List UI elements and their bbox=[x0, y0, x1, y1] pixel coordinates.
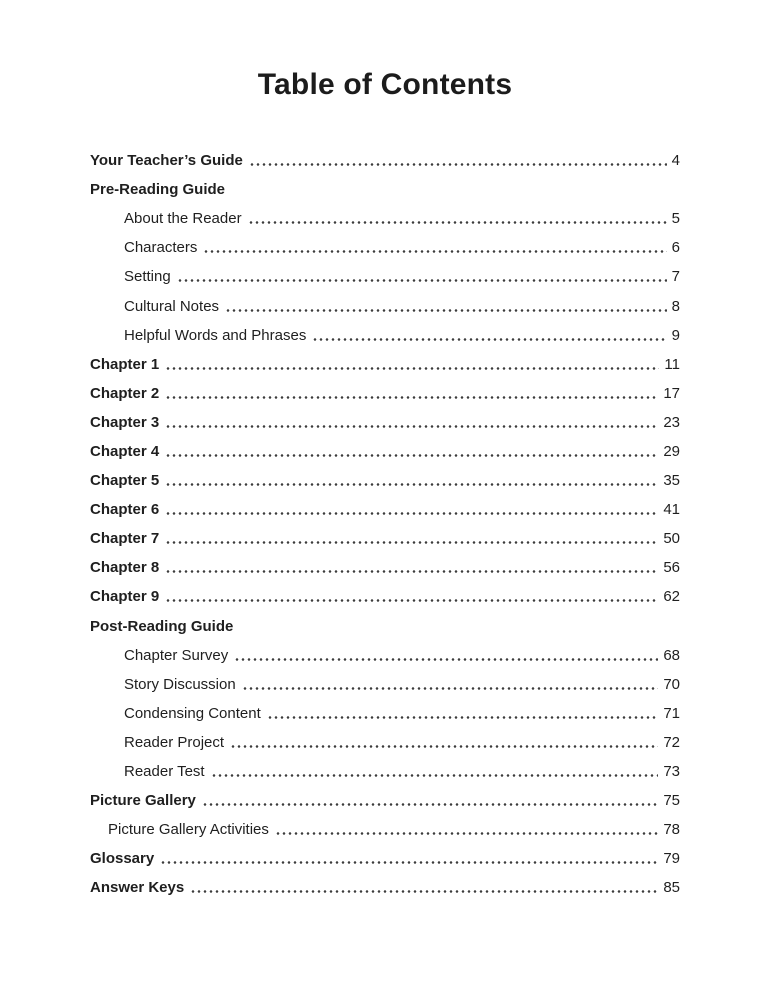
toc-entry bbox=[90, 262, 680, 291]
toc-entry-page-number: 79 bbox=[663, 850, 680, 868]
dotted-leader bbox=[165, 512, 658, 515]
toc-entry bbox=[90, 641, 680, 670]
toc-entry bbox=[90, 495, 680, 524]
toc-entry-label: Pre-Reading Guide bbox=[90, 181, 226, 199]
toc-entry-label: Chapter 3 bbox=[90, 413, 160, 431]
toc-entry bbox=[90, 437, 680, 466]
toc-entry-label: Helpful Words and Phrases bbox=[124, 326, 307, 344]
toc-entry-label: Story Discussion bbox=[124, 675, 236, 693]
toc-entry bbox=[90, 786, 680, 815]
toc-entry-label: Cultural Notes bbox=[124, 297, 220, 315]
toc-entry bbox=[90, 553, 680, 582]
toc-entry-label: Chapter 4 bbox=[90, 442, 160, 460]
page-title: Table of Contents bbox=[257, 68, 513, 101]
dotted-leader bbox=[249, 163, 667, 166]
toc-entry bbox=[90, 466, 680, 495]
toc-entry-label: Setting bbox=[124, 268, 171, 286]
toc-entry-label: Chapter 7 bbox=[90, 530, 160, 548]
toc-entry bbox=[90, 204, 680, 233]
toc-entry-page-number: 50 bbox=[663, 530, 680, 548]
toc-entry-label: Picture Gallery Activities bbox=[108, 821, 269, 839]
toc-entry-page-number: 41 bbox=[663, 501, 680, 519]
toc-entry-label: Chapter 8 bbox=[90, 559, 160, 577]
toc-entry-page-number: 8 bbox=[671, 297, 680, 315]
dotted-leader bbox=[165, 599, 658, 602]
toc-entry-label: About the Reader bbox=[124, 210, 242, 228]
toc-entry bbox=[90, 146, 680, 175]
dotted-leader bbox=[165, 396, 658, 399]
dotted-leader bbox=[165, 425, 658, 428]
toc-entry bbox=[90, 670, 680, 699]
toc-entry-label: Chapter Survey bbox=[124, 646, 229, 664]
dotted-leader bbox=[165, 367, 659, 370]
toc-entry-page-number: 78 bbox=[663, 821, 680, 839]
toc-entry-label: Picture Gallery bbox=[90, 792, 196, 810]
dotted-leader bbox=[203, 250, 666, 253]
toc-entry bbox=[90, 321, 680, 350]
toc-entry-label: Condensing Content bbox=[124, 704, 261, 722]
dotted-leader bbox=[275, 832, 658, 835]
toc-entry-page-number: 11 bbox=[664, 355, 680, 373]
dotted-leader bbox=[234, 658, 658, 661]
toc-entry-page-number: 72 bbox=[663, 733, 680, 751]
toc-entry-label: Chapter 6 bbox=[90, 501, 160, 519]
toc-entry-label: Post-Reading Guide bbox=[90, 617, 234, 635]
toc-entry-label: Reader Project bbox=[124, 733, 225, 751]
dotted-leader bbox=[312, 338, 666, 341]
toc-entry-page-number: 7 bbox=[671, 268, 680, 286]
dotted-leader bbox=[242, 687, 659, 690]
toc-entry bbox=[90, 699, 680, 728]
toc-entry-label: Chapter 9 bbox=[90, 588, 160, 606]
toc-entry bbox=[90, 728, 680, 757]
toc-entry-label: Reader Test bbox=[124, 763, 205, 781]
dotted-leader bbox=[160, 861, 658, 864]
toc-entry-label: Chapter 5 bbox=[90, 472, 160, 490]
toc-entry-page-number: 70 bbox=[663, 675, 680, 693]
dotted-leader bbox=[211, 774, 659, 777]
toc-entry-page-number: 6 bbox=[671, 239, 680, 257]
dotted-leader bbox=[165, 541, 658, 544]
toc-entry bbox=[90, 408, 680, 437]
toc-entry bbox=[90, 524, 680, 553]
toc-entry bbox=[90, 757, 680, 786]
toc-entry bbox=[90, 873, 680, 902]
toc-entry-page-number: 5 bbox=[671, 210, 680, 228]
dotted-leader bbox=[165, 483, 658, 486]
toc-entry bbox=[90, 233, 680, 262]
toc-entry bbox=[90, 291, 680, 320]
toc-entry bbox=[90, 379, 680, 408]
dotted-leader bbox=[202, 803, 658, 806]
toc-entry-page-number: 4 bbox=[671, 152, 680, 170]
toc-entry bbox=[90, 612, 680, 641]
toc-entry-label: Chapter 2 bbox=[90, 384, 160, 402]
toc-entry-page-number: 17 bbox=[663, 384, 680, 402]
dotted-leader bbox=[190, 890, 658, 893]
toc-entry-page-number: 23 bbox=[663, 413, 680, 431]
toc-entry bbox=[90, 350, 680, 379]
toc-entry-label: Chapter 1 bbox=[90, 355, 160, 373]
toc-entry-label: Your Teacher’s Guide bbox=[90, 152, 243, 170]
toc-entry-page-number: 68 bbox=[663, 646, 680, 664]
dotted-leader bbox=[225, 309, 667, 312]
toc-entry bbox=[90, 175, 680, 204]
dotted-leader bbox=[230, 745, 658, 748]
toc-list bbox=[90, 146, 680, 902]
dotted-leader bbox=[177, 279, 667, 282]
dotted-leader bbox=[267, 716, 659, 719]
toc-entry-page-number: 71 bbox=[663, 704, 680, 722]
dotted-leader bbox=[165, 454, 658, 457]
toc-entry-page-number: 9 bbox=[671, 326, 680, 344]
toc-entry-page-number: 56 bbox=[663, 559, 680, 577]
toc-entry bbox=[90, 582, 680, 611]
toc-entry-page-number: 85 bbox=[663, 879, 680, 897]
toc-entry-page-number: 75 bbox=[663, 792, 680, 810]
toc-entry-page-number: 62 bbox=[663, 588, 680, 606]
toc-entry bbox=[90, 815, 680, 844]
toc-entry-label: Glossary bbox=[90, 850, 155, 868]
toc-entry-label: Answer Keys bbox=[90, 879, 185, 897]
toc-entry-page-number: 35 bbox=[663, 472, 680, 490]
toc-entry-page-number: 29 bbox=[663, 442, 680, 460]
toc-entry-label: Characters bbox=[124, 239, 198, 257]
dotted-leader bbox=[165, 570, 658, 573]
toc-entry bbox=[90, 844, 680, 873]
dotted-leader bbox=[248, 221, 667, 224]
toc-entry-page-number: 73 bbox=[663, 763, 680, 781]
